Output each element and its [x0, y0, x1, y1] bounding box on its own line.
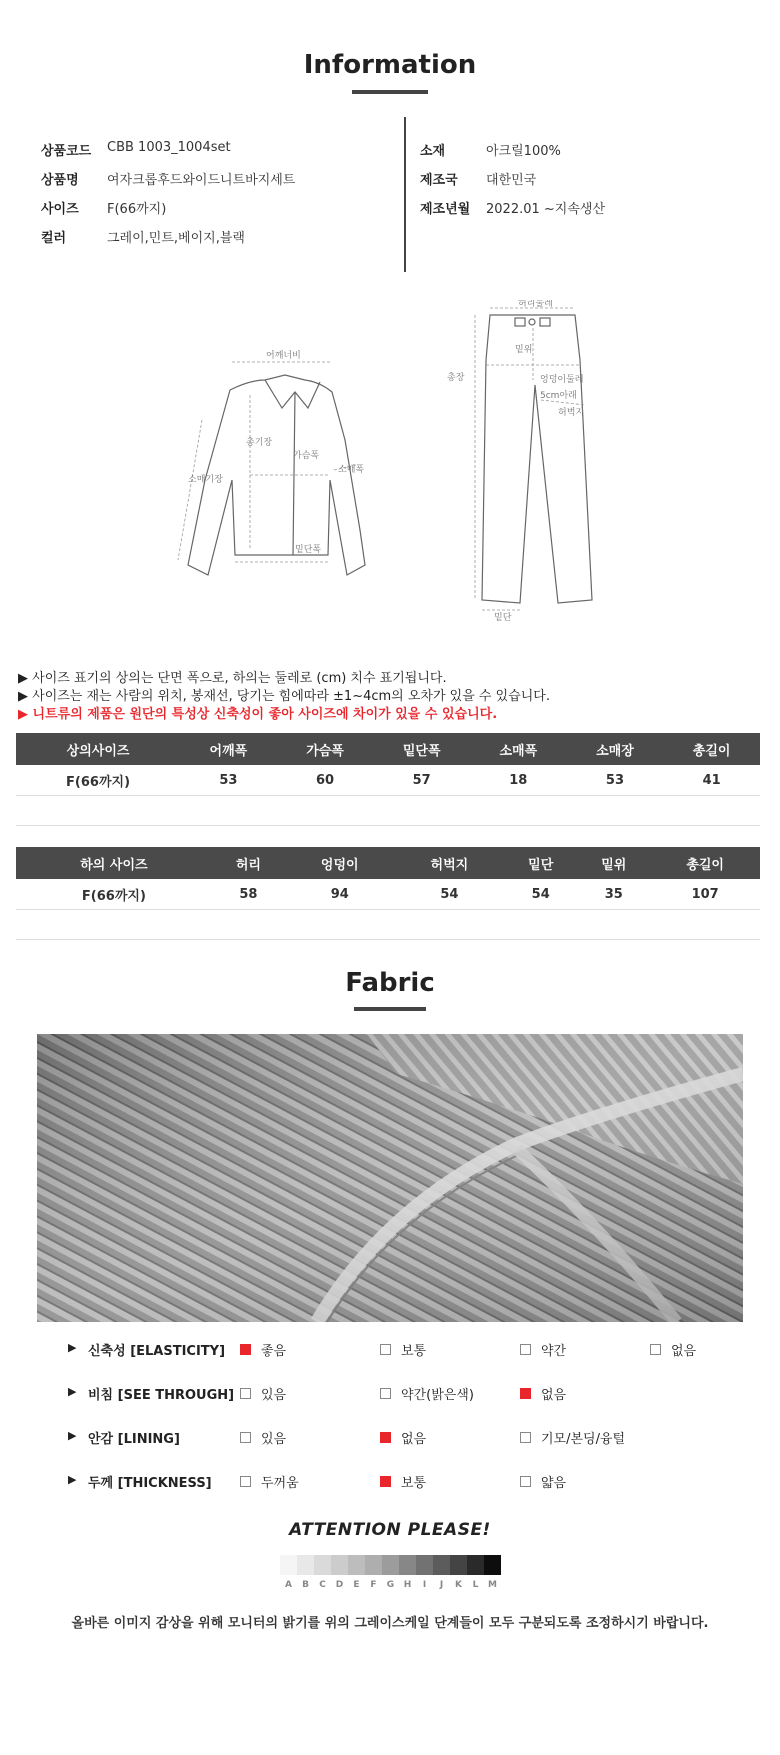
label-bottom-hem: 밑단 [494, 613, 512, 623]
info-value: 대한민국 [486, 173, 537, 188]
table-header-cell: 밑단폭 [373, 733, 470, 765]
information-title-underline [352, 90, 428, 94]
grayscale-letter: C [319, 1580, 326, 1590]
grayscale-swatch [382, 1555, 399, 1575]
label-chest: 가슴폭 [293, 451, 320, 461]
label-thigh-note: 5cm아래 [540, 391, 577, 401]
grayscale-swatch [331, 1555, 348, 1575]
table-cell: F(66까지) [16, 765, 180, 796]
grayscale-swatch [348, 1555, 365, 1575]
info-row [41, 198, 166, 217]
grayscale-letter: M [488, 1580, 497, 1590]
fabric-row [60, 1428, 750, 1448]
unchecked-box-icon [520, 1344, 531, 1355]
info-row [420, 169, 536, 188]
grayscale-bar [280, 1555, 501, 1575]
fabric-option [380, 1428, 426, 1447]
information-title: Information [303, 50, 477, 80]
monitor-note: 올바른 이미지 감상을 위해 모니터의 밝기를 위의 그레이스케일 단계들이 모두 구분되도록 조정하시기 바랍니다. [71, 1616, 709, 1631]
fabric-option [240, 1340, 286, 1359]
fabric-photo [37, 1034, 743, 1322]
label-hip: 엉덩이둘레 [540, 375, 584, 385]
fabric-option [240, 1472, 299, 1491]
arrow-icon: ▶ [68, 1429, 77, 1442]
fabric-option-label: 두꺼움 [261, 1476, 299, 1491]
fabric-option-label: 기모/본딩/융털 [541, 1432, 626, 1447]
info-key: 제조년월 [420, 202, 471, 217]
note-line: ▶ 사이즈 표기의 상의는 단면 폭으로, 하의는 둘레로 (cm) 치수 표기됩니다. [18, 671, 447, 686]
grayscale-swatch [365, 1555, 382, 1575]
table-cell: 41 [663, 765, 760, 796]
checked-box-icon [380, 1476, 391, 1487]
label-sleeve-width: 소매폭 [338, 465, 365, 475]
grayscale-swatch [484, 1555, 501, 1575]
info-key: 사이즈 [41, 202, 79, 217]
grayscale-swatch [399, 1555, 416, 1575]
info-value: CBB 1003_1004set [107, 140, 231, 155]
info-value: 2022.01 ~지속생산 [486, 202, 606, 217]
fabric-option-label: 없음 [401, 1432, 427, 1447]
table-header-cell: 총길이 [663, 733, 760, 765]
fabric-row-label: 신축성 [ELASTICITY] [88, 1344, 226, 1359]
table-header-cell: 허리 [212, 847, 285, 879]
bottom-size-table [16, 847, 760, 940]
unchecked-box-icon [650, 1344, 661, 1355]
grayscale-letter: K [455, 1580, 462, 1590]
grayscale-swatch [467, 1555, 484, 1575]
fabric-row [60, 1472, 750, 1492]
grayscale-swatch [450, 1555, 467, 1575]
table-cell: 54 [504, 879, 577, 910]
fabric-option [520, 1428, 625, 1447]
table-cell: F(66까지) [16, 879, 212, 910]
label-rise: 밑위 [515, 345, 533, 355]
label-shoulder: 어깨너비 [266, 351, 301, 361]
fabric-option [520, 1384, 566, 1403]
fabric-option [240, 1384, 286, 1403]
table-row [16, 879, 760, 910]
unchecked-box-icon [240, 1432, 251, 1443]
info-value: 아크릴100% [486, 144, 561, 159]
fabric-option [240, 1428, 286, 1447]
table-header-cell: 밑위 [577, 847, 650, 879]
info-key: 상품명 [41, 173, 79, 188]
table-cell: 57 [373, 765, 470, 796]
info-key: 상품코드 [41, 144, 92, 159]
table-row [16, 765, 760, 796]
table-header-cell: 소매장 [567, 733, 664, 765]
table-header-cell: 엉덩이 [285, 847, 395, 879]
table-header-cell: 상의사이즈 [16, 733, 180, 765]
note-line: ▶ 사이즈는 재는 사람의 위치, 봉재선, 당기는 힘에따라 ±1~4cm의 오차가 있을 수 있습니다. [18, 689, 550, 704]
table-cell: 107 [650, 879, 760, 910]
grayscale-letter: J [439, 1580, 444, 1590]
grayscale-letter: F [370, 1580, 377, 1590]
label-bottom-total: 총장 [447, 373, 465, 383]
unchecked-box-icon [380, 1388, 391, 1399]
grayscale-letter: L [472, 1580, 479, 1590]
info-value: 여자크롭후드와이드니트바지세트 [107, 173, 296, 188]
fabric-option [380, 1340, 426, 1359]
grayscale-swatch [433, 1555, 450, 1575]
unchecked-box-icon [520, 1432, 531, 1443]
fabric-row [60, 1340, 750, 1360]
grayscale-letter: B [302, 1580, 309, 1590]
bottom-garment-diagram [482, 315, 592, 603]
info-value: 그레이,민트,베이지,블랙 [107, 231, 245, 246]
label-waist: 허리둘레 [518, 300, 553, 309]
label-top-length: 총기장 [246, 438, 273, 448]
info-row [420, 198, 605, 217]
fabric-option-label: 보통 [401, 1476, 427, 1491]
arrow-icon: ▶ [68, 1341, 77, 1354]
table-cell: 54 [395, 879, 505, 910]
fabric-row-label: 비침 [SEE THROUGH] [88, 1388, 235, 1403]
grayscale-swatch [280, 1555, 297, 1575]
table-header-cell: 허벅지 [395, 847, 505, 879]
arrow-icon: ▶ [68, 1473, 77, 1486]
fabric-option-label: 없음 [671, 1344, 697, 1359]
fabric-title-underline [354, 1007, 426, 1011]
table-cell: 58 [212, 879, 285, 910]
table-header-cell: 하의 사이즈 [16, 847, 212, 879]
fabric-option-label: 약간(밝은색) [401, 1388, 474, 1403]
fabric-option-label: 보통 [401, 1344, 427, 1359]
info-row [41, 169, 295, 188]
fabric-option-label: 있음 [261, 1432, 287, 1447]
fabric-option [380, 1472, 426, 1491]
grayscale-letter: A [285, 1580, 292, 1590]
attention-title: ATTENTION PLEASE! [289, 1520, 491, 1540]
fabric-option [520, 1340, 566, 1359]
fabric-title: Fabric [345, 968, 435, 998]
table-cell: 53 [180, 765, 277, 796]
checked-box-icon [520, 1388, 531, 1399]
fabric-row-label: 안감 [LINING] [88, 1432, 180, 1447]
info-key: 소재 [420, 144, 446, 159]
fabric-option-label: 없음 [541, 1388, 567, 1403]
info-key: 컬러 [41, 231, 67, 246]
grayscale-swatch [314, 1555, 331, 1575]
fabric-option [520, 1472, 566, 1491]
grayscale-swatch [416, 1555, 433, 1575]
table-cell: 60 [277, 765, 374, 796]
note-warning: ▶ 니트류의 제품은 원단의 특성상 신축성이 좋아 사이즈에 차이가 있을 수 있습니다. [18, 707, 498, 722]
top-size-table [16, 733, 760, 826]
knit-texture [37, 1034, 743, 1322]
grayscale-swatch [297, 1555, 314, 1575]
fabric-row [60, 1384, 750, 1404]
label-top-hem: 밑단폭 [295, 545, 322, 555]
grayscale-letter: E [353, 1580, 360, 1590]
info-value: F(66까지) [107, 202, 167, 217]
information-divider [404, 117, 406, 272]
table-header-cell: 어깨폭 [180, 733, 277, 765]
checked-box-icon [240, 1344, 251, 1355]
table-cell: 94 [285, 879, 395, 910]
fabric-option [380, 1384, 474, 1403]
label-thigh: 허벅지 [558, 408, 585, 418]
fabric-option-label: 약간 [541, 1344, 567, 1359]
table-header-cell: 총길이 [650, 847, 760, 879]
fabric-option-label: 좋음 [261, 1344, 287, 1359]
fabric-option-label: 얇음 [541, 1476, 567, 1491]
info-row [41, 227, 245, 246]
table-header-cell: 밑단 [504, 847, 577, 879]
size-notes [18, 670, 550, 724]
info-key: 제조국 [420, 173, 458, 188]
fabric-option [650, 1340, 696, 1359]
unchecked-box-icon [240, 1388, 251, 1399]
table-header-cell: 가슴폭 [277, 733, 374, 765]
size-diagram [160, 300, 620, 630]
unchecked-box-icon [520, 1476, 531, 1487]
grayscale-letters [280, 1580, 501, 1590]
table-header-cell: 소매폭 [470, 733, 567, 765]
fabric-row-label: 두께 [THICKNESS] [88, 1476, 212, 1491]
unchecked-box-icon [380, 1344, 391, 1355]
info-row [420, 140, 561, 159]
grayscale-letter: I [422, 1580, 427, 1590]
table-cell: 35 [577, 879, 650, 910]
label-sleeve-length: 소매기장 [188, 475, 223, 485]
arrow-icon: ▶ [68, 1385, 77, 1398]
table-cell: 18 [470, 765, 567, 796]
grayscale-letter: G [386, 1580, 395, 1590]
grayscale-letter: H [403, 1580, 412, 1590]
info-row [41, 140, 231, 159]
unchecked-box-icon [240, 1476, 251, 1487]
grayscale-letter: D [335, 1580, 344, 1590]
checked-box-icon [380, 1432, 391, 1443]
fabric-option-label: 있음 [261, 1388, 287, 1403]
table-cell: 53 [567, 765, 664, 796]
